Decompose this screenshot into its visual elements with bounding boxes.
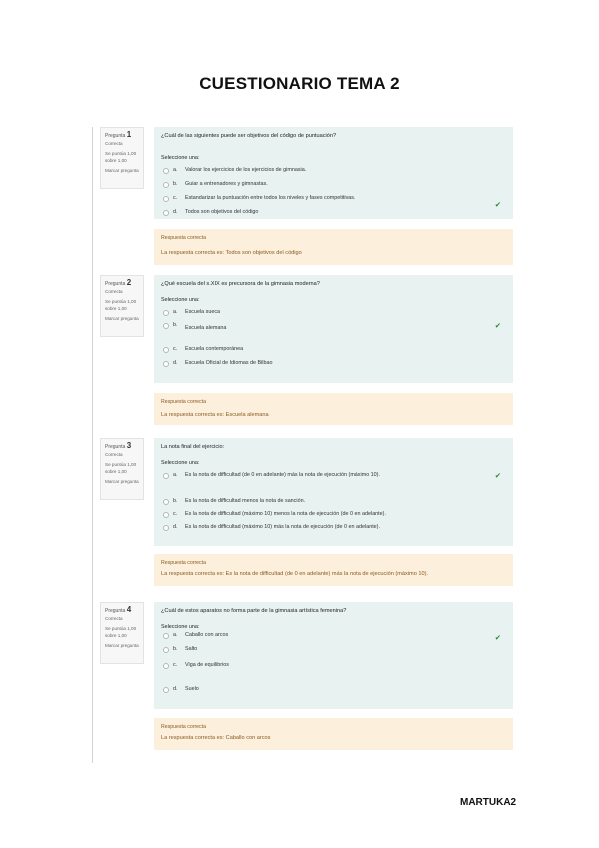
option-text: Es la nota de difficultad (máximo 10) más la nota de ejecución (de 0 en adelante). — [185, 524, 380, 530]
option-letter: b. — [173, 322, 178, 328]
option-letter: d. — [173, 686, 178, 692]
option-text: Escuela Oficial de Idiomas de Bilbao — [185, 360, 273, 366]
select-prompt: Seleccione una: — [161, 624, 200, 630]
question-number: 4 — [126, 605, 132, 614]
flag-question-link[interactable]: Marcar pregunta — [105, 168, 139, 173]
question-label: Pregunta — [105, 281, 126, 287]
answer-option[interactable] — [161, 661, 506, 669]
question-label: Pregunta — [105, 133, 126, 139]
select-prompt: Seleccione una: — [161, 460, 200, 466]
select-prompt: Seleccione una: — [161, 297, 200, 303]
feedback-text: La respuesta correcta es: Escuela alemana — [161, 412, 269, 418]
question-text: ¿Cuál de estos aparatos no forma parte de la gimnasia artística femenina? — [161, 608, 347, 614]
option-text: Es la nota de difficultad (de 0 en adelante) más la nota de ejecución (máximo 10). — [185, 472, 380, 478]
question-text: ¿Cuál de las siguientes puede ser objetivos del código de puntuación? — [161, 133, 337, 139]
answer-option-selected[interactable] — [161, 208, 506, 216]
option-text: Valorar los ejercicios de los ejercicios de gimnasia. — [185, 167, 307, 173]
answer-option[interactable] — [161, 166, 506, 174]
feedback-title: Respuesta correcta — [161, 724, 206, 730]
answer-options — [161, 308, 506, 367]
option-text: Viga de equilibrios — [185, 662, 229, 668]
question-score: Se puntúa 1,00 sobre 1,00 — [105, 462, 137, 474]
feedback-box — [154, 229, 513, 265]
radio-icon[interactable] — [163, 633, 169, 639]
answer-options — [161, 166, 506, 216]
option-text: Caballo con arcos — [185, 632, 229, 638]
page-title: CUESTIONARIO TEMA 2 — [199, 74, 400, 93]
option-letter: d. — [173, 209, 178, 215]
flag-question-link[interactable]: Marcar pregunta — [105, 643, 139, 648]
option-letter: c. — [173, 195, 178, 201]
question-text: ¿Qué escuela del s.XIX es precursora de la gimnasia moderna? — [161, 281, 320, 287]
author-footer: MARTUKA2 — [460, 797, 517, 808]
answer-option[interactable] — [161, 497, 506, 505]
option-text: Estandarizar la puntuación entre todos los niveles y fases competitivas. — [185, 195, 356, 201]
select-prompt: Seleccione una: — [161, 155, 200, 161]
question-info — [100, 275, 144, 337]
question-info — [100, 438, 144, 500]
question-formulation — [154, 275, 513, 383]
answer-option[interactable] — [161, 645, 506, 653]
option-text: Guiar a entrenadores y gimnastas. — [185, 181, 268, 187]
question-label: Pregunta — [105, 608, 126, 614]
option-text: Todos son objetivos del código — [185, 209, 259, 215]
radio-icon[interactable] — [163, 210, 169, 216]
left-divider — [92, 127, 93, 763]
radio-icon[interactable] — [163, 323, 169, 329]
question-number: 1 — [126, 130, 132, 139]
answer-option-selected[interactable] — [161, 321, 506, 329]
answer-option[interactable] — [161, 194, 506, 202]
answer-options — [161, 631, 506, 693]
option-letter: d. — [173, 524, 178, 530]
flag-question-link[interactable]: Marcar pregunta — [105, 316, 139, 321]
feedback-box — [154, 393, 513, 425]
radio-icon[interactable] — [163, 473, 169, 479]
option-letter: a. — [173, 472, 178, 478]
option-text: Escuela contemporánea — [185, 346, 244, 352]
radio-icon[interactable] — [163, 182, 169, 188]
question-formulation — [154, 602, 513, 709]
option-letter: b. — [173, 181, 178, 187]
radio-icon[interactable] — [163, 499, 169, 505]
radio-icon[interactable] — [163, 361, 169, 367]
answer-option[interactable] — [161, 345, 506, 353]
option-text: Escuela sueca — [185, 309, 221, 315]
question-status: Correcta — [105, 616, 123, 621]
option-letter: d. — [173, 360, 178, 366]
option-letter: b. — [173, 498, 178, 504]
question-score: Se puntúa 1,00 sobre 1,00 — [105, 626, 137, 638]
feedback-text: La respuesta correcta es: Caballo con arcos — [161, 735, 271, 741]
answer-option[interactable] — [161, 685, 506, 693]
answer-options — [161, 471, 506, 531]
question-formulation — [154, 127, 513, 219]
radio-icon[interactable] — [163, 310, 169, 316]
question-score: Se puntúa 1,00 sobre 1,00 — [105, 299, 137, 311]
answer-option[interactable] — [161, 510, 506, 518]
feedback-box — [154, 718, 513, 750]
check-icon: ✔ — [494, 471, 501, 480]
option-text: Suelo — [185, 686, 199, 692]
option-letter: b. — [173, 646, 178, 652]
option-text: Es la nota de difficultad (máximo 10) menos la nota de ejecución (de 0 en adelante). — [185, 511, 386, 517]
answer-option-selected[interactable] — [161, 631, 506, 639]
answer-option[interactable] — [161, 308, 506, 316]
radio-icon[interactable] — [163, 525, 169, 531]
radio-icon[interactable] — [163, 196, 169, 202]
option-letter: c. — [173, 346, 178, 352]
question-info — [100, 127, 144, 189]
question-label: Pregunta — [105, 444, 126, 450]
radio-icon[interactable] — [163, 687, 169, 693]
radio-icon[interactable] — [163, 512, 169, 518]
feedback-box — [154, 554, 513, 586]
radio-icon[interactable] — [163, 347, 169, 353]
question-status: Correcta — [105, 289, 123, 294]
question-info — [100, 602, 144, 664]
feedback-text: La respuesta correcta es: Todos son objetivos del código — [161, 250, 302, 256]
feedback-title: Respuesta correcta — [161, 235, 206, 241]
option-letter: c. — [173, 511, 178, 517]
check-icon: ✔ — [494, 200, 501, 209]
question-number: 2 — [126, 278, 132, 287]
feedback-text: La respuesta correcta es: Es la nota de difficultad (de 0 en adelante) más la nota de ejecución (máximo 10). — [161, 571, 428, 577]
answer-option[interactable] — [161, 180, 506, 188]
option-letter: a. — [173, 309, 178, 315]
question-status: Correcta — [105, 141, 123, 146]
answer-option[interactable] — [161, 359, 506, 367]
question-status: Correcta — [105, 452, 123, 457]
option-letter: c. — [173, 662, 178, 668]
answer-option-selected[interactable] — [161, 471, 506, 479]
check-icon: ✔ — [494, 633, 501, 642]
option-text: Es la nota de difficultad menos la nota de sanción. — [185, 498, 306, 504]
question-formulation — [154, 438, 513, 546]
radio-icon[interactable] — [163, 647, 169, 653]
feedback-title: Respuesta correcta — [161, 560, 206, 566]
option-letter: a. — [173, 167, 178, 173]
option-letter: a. — [173, 632, 178, 638]
question-number: 3 — [126, 441, 132, 450]
check-icon: ✔ — [494, 321, 501, 330]
feedback-title: Respuesta correcta — [161, 399, 206, 405]
question-score: Se puntúa 1,00 sobre 1,00 — [105, 151, 137, 163]
option-text: Salto — [185, 646, 198, 652]
answer-option[interactable] — [161, 523, 506, 531]
flag-question-link[interactable]: Marcar pregunta — [105, 479, 139, 484]
radio-icon[interactable] — [163, 663, 169, 669]
question-text: La nota final del ejercicio: — [161, 444, 225, 450]
option-text: Escuela alemana — [185, 325, 227, 331]
radio-icon[interactable] — [163, 168, 169, 174]
